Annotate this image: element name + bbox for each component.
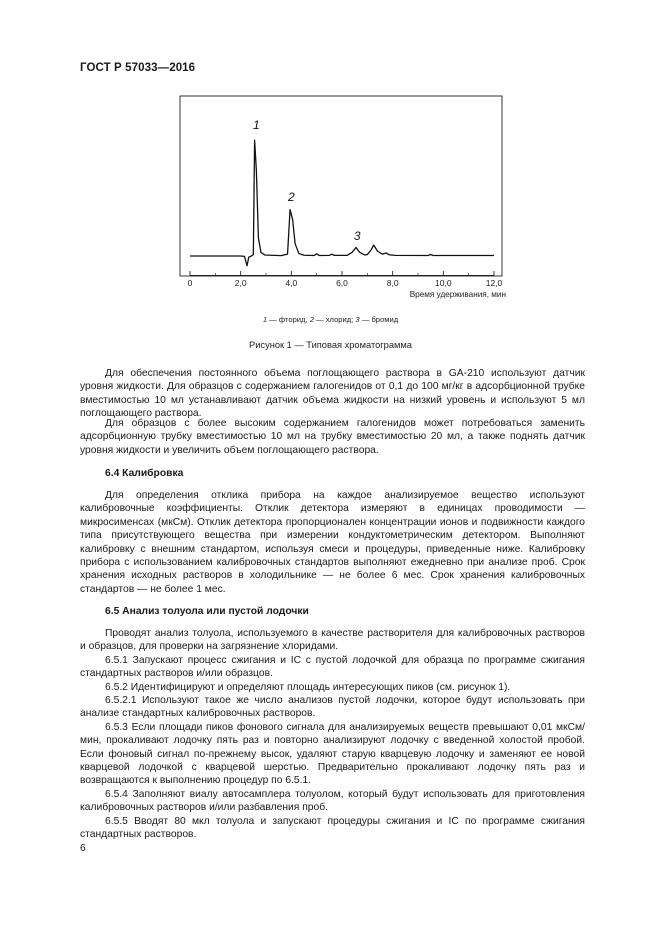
legend-text-3: — бромид xyxy=(359,315,399,324)
section-heading-block xyxy=(80,605,585,618)
x-tick-label: 0 xyxy=(187,278,193,288)
document-header: ГОСТ Р 57033—2016 xyxy=(80,62,196,74)
peak-label-1: 1 xyxy=(253,118,260,133)
page-number: 6 xyxy=(80,843,86,854)
paragraph: 6.5.2 Идентифицируют и определяют площадь интересующих пиков (см. рисунок 1). xyxy=(105,681,511,693)
x-tick-label: 12,0 xyxy=(485,278,503,288)
paragraph-block xyxy=(80,417,585,457)
legend-num-1: 1 xyxy=(262,315,268,324)
x-axis-label: Время удерживания, мин xyxy=(409,290,506,299)
section-heading-6-4: 6.4 Калибровка xyxy=(105,468,184,479)
chromatogram-line xyxy=(190,140,494,266)
legend-num-2: 2 xyxy=(309,315,314,324)
section-heading-block xyxy=(80,467,585,480)
paragraph: Для образцов с более высоким содержанием галогенидов может потребоваться заменить адсорбционную трубку вместимостью 10 мл на трубку вместимостью 20 мл, а также поднять датчик уровня жидкости и увеличить объем поглощающего раствора. xyxy=(80,418,585,456)
chart-frame xyxy=(180,96,502,276)
paragraph: 6.5.3 Если площади пиков фонового сигнала для анализируемых веществ превышают 0,01 мкСм/мин, прокаливают лодочку пять раз и повторно анализируют лодочку с введенной холостой пробой. Если фоновый сигнал по-прежнему высок, удаляют старую кварцевую лодочку и заменяют ее новой кварцевой лодочкой с кварцевой шерстью. Предварительно прокаливают лодочку пять раз и возвращаются к выполнению процедур по 6.5.1. xyxy=(80,721,585,787)
legend-num-3: 3 xyxy=(355,315,360,324)
paragraph: Для обеспечения постоянного объема поглощающего раствора в GA-210 используют датчик уровня жидкости. Для образцов с содержанием галогенидов от 0,1 до 100 мг/кг в адсорбционной трубке вместимостью 10 мл устанавливают датчик объема жидкости на низкий уровень и используют 5 мл поглощающего раствора. xyxy=(80,368,585,420)
paragraph: 6.5.1 Запускают процесс сжигания и IC с пустой лодочкой для образца по программе сжигания стандартных растворов и/или образцов. xyxy=(80,654,585,680)
section-heading-6-5: 6.5 Анализ толуола или пустой лодочки xyxy=(105,606,309,617)
x-tick-label: 4,0 xyxy=(285,278,298,288)
x-tick-label: 6,0 xyxy=(336,278,348,288)
peak-label-2: 2 xyxy=(287,190,295,205)
legend-text-2: — хлорид; xyxy=(313,315,356,324)
x-tick-label: 8,0 xyxy=(386,278,399,288)
paragraph: 6.5.4 Заполняют виалу автосамплера толуолом, который будут использовать для приготовления калибровочных растворов и/или разбавления проб. xyxy=(80,788,585,814)
paragraph: Для определения отклика прибора на каждое анализируемое вещество используют калибровочные коэффициенты. Отклик детектора измеряют в единицах проводимости — микросименсах (мкСм). Отклик детектора пропорционален концентрации ионов и подвижности каждого типа присутствующего вещества при измерении кондуктометрическим детектором. Выполняют калибровку с внешним стандартом, используя смеси и процедуры, приведенные ниже. Калибровку прибора с использованием калибровочных стандартов выполняют ежедневно при анализе проб. Срок хранения исходных растворов в холодильнике — не более 6 мес. Срок хранения калибровочных стандартов — не более 1 мес. xyxy=(80,490,585,595)
legend-text-1: — фторид, xyxy=(267,315,310,324)
paragraph-block xyxy=(80,489,585,596)
paragraph: Проводят анализ толуола, используемого в качестве растворителя для калибровочных растворов и образцов, для проверки на загрязнение хлоридами. xyxy=(80,628,585,653)
x-tick-label: 10,0 xyxy=(435,278,452,288)
figure-legend xyxy=(0,315,661,324)
figure-caption: Рисунок 1 — Типовая хроматограмма xyxy=(249,340,412,350)
paragraph: 6.5.5 Вводят 80 мкл толуола и запускают процедуры сжигания и IC по программе сжигания стандартных растворов. xyxy=(80,815,585,841)
paragraph: 6.5.2.1 Используют такое же число анализов пустой лодочки, которое будут использовать при анализе стандартных калибровочных растворов. xyxy=(80,695,585,720)
paragraph-block xyxy=(80,367,585,421)
paragraph-block xyxy=(80,627,585,842)
x-tick-label: 2,0 xyxy=(234,278,247,288)
chromatogram-chart xyxy=(0,0,661,310)
peak-label-3: 3 xyxy=(353,229,361,244)
